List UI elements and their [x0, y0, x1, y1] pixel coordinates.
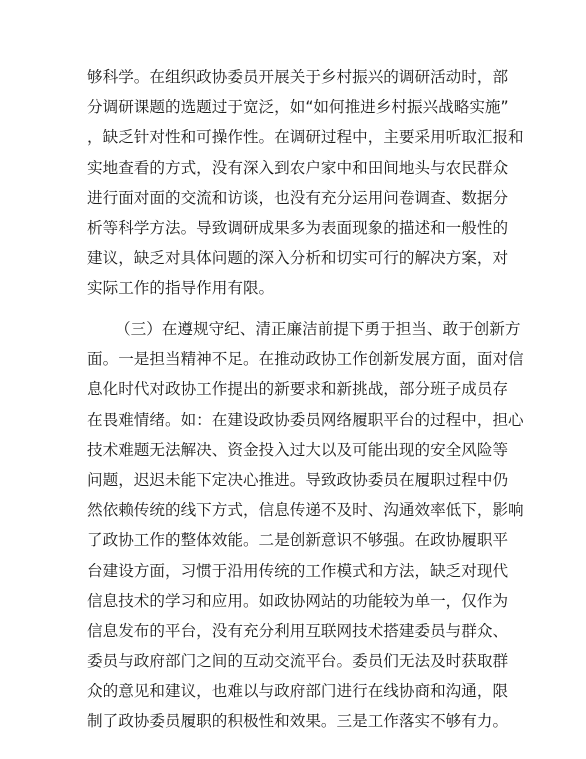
text-line: 实地查看的方式，没有深入到农户家中和田间地头与农民群众 — [87, 158, 509, 177]
text-line: 建议，缺乏对具体问题的深入分析和切实可行的解决方案，对 — [87, 249, 509, 268]
text-line: 技术难题无法解决、资金投入过大以及可能出现的安全风险等 — [87, 440, 509, 459]
text-line: 信息发布的平台，没有充分利用互联网技术搭建委员与群众、 — [87, 621, 509, 640]
text-line: 息化时代对政协工作提出的新要求和新挑战，部分班子成员存 — [87, 380, 509, 399]
text-line: 在畏难情绪。如：在建设政协委员网络履职平台的过程中，担心 — [87, 410, 524, 429]
text-line: 问题，迟迟未能下定决心推进。导致政协委员在履职过程中仍 — [87, 470, 509, 489]
text-line: 信息技术的学习和应用。如政协网站的功能较为单一，仅作为 — [87, 591, 509, 610]
text-line: 面。一是担当精神不足。在推动政协工作创新发展方面，面对信 — [87, 350, 524, 369]
text-line: 然依赖传统的线下方式，信息传递不及时、沟通效率低下，影响 — [87, 501, 524, 520]
text-line: 委员与政府部门之间的互动交流平台。委员们无法及时获取群 — [87, 652, 509, 671]
text-line: 进行面对面的交流和访谈，也没有充分运用问卷调查、数据分 — [87, 188, 509, 207]
text-line: 实际工作的指导作用有限。 — [87, 279, 275, 298]
section-heading-line: （三）在遵规守纪、清正廉洁前提下勇于担当、敢于创新方 — [115, 320, 521, 338]
text-line: 够科学。在组织政协委员开展关于乡村振兴的调研活动时，部 — [87, 68, 509, 86]
paragraph-section-three — [87, 314, 524, 737]
text-line: 了政协工作的整体效能。二是创新意识不够强。在政协履职平 — [87, 531, 509, 550]
paragraph-research-issues — [87, 62, 524, 304]
text-line: 众的意见和建议，也难以与政府部门进行在线协商和沟通，限 — [87, 682, 509, 701]
text-line: 制了政协委员履职的积极性和效果。三是工作落实不够有力。 — [87, 712, 509, 731]
text-line: 析等科学方法。导致调研成果多为表面现象的描述和一般性的 — [87, 218, 509, 237]
text-line: 分调研课题的选题过于宽泛，如“如何推进乡村振兴战略实施” — [87, 98, 509, 117]
text-line: ，缺乏针对性和可操作性。在调研过程中，主要采用听取汇报和 — [87, 128, 524, 147]
text-line: 台建设方面，习惯于沿用传统的工作模式和方法，缺乏对现代 — [87, 561, 509, 580]
